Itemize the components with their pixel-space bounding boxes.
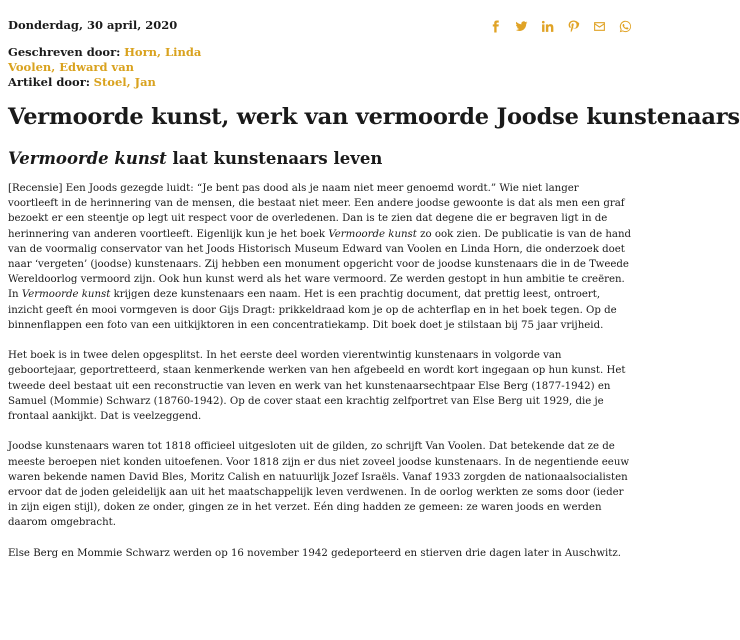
written-by-row — [8, 45, 201, 60]
pinterest-icon[interactable] — [567, 20, 580, 33]
whatsapp-icon[interactable] — [619, 20, 632, 33]
article-by-row — [8, 75, 201, 90]
share-bar — [489, 20, 632, 33]
article-subtitle — [8, 149, 382, 168]
p1-book-title-1: Vermoorde kunst — [328, 228, 417, 240]
paragraph-4: Else Berg en Mommie Schwarz werden op 16 november 1942 gedeporteerd en stierven drie dagen later in Auschwitz. — [8, 547, 621, 559]
written-by-row-2 — [8, 60, 201, 75]
written-by-label: Geschreven door: — [8, 45, 121, 59]
subtitle-rest: laat kunstenaars leven — [166, 149, 383, 168]
p1-text-b: zo ook zien. De publicatie is van de hand van de voormalig conservator van het Joods Historisch Museum Edward van Voolen en Linda Horn, die onderzoek doet naar ‘vergeten’ (joodse) kunstenaars. Zij hebben een monument opgericht voor de joodse kunstenaars die in de Tweede Wereldoorlog vermoord zijn. Ook hun kunst werd als het ware vermoord. Ze werden gestopt in hun ambitie te creëren. In — [8, 228, 632, 301]
article-title: Vermoorde kunst, werk van vermoorde Joodse kunstenaars — [8, 104, 740, 130]
p1-text-a: [Recensie] Een Joods gezegde luidt: “Je bent pas dood als je naam niet meer genoemd wordt.” Wie niet langer voortleeft in de herinnering van de mensen, die bestaat niet meer. Een andere joodse gewoonte is dat als men een graf bezoekt er een steentje op legt uit respect voor de overledenen. Dan is te zien dat degene die er begraven ligt in de herinnering van anderen voortleeft. Eigenlijk kun je het boek — [8, 183, 625, 240]
paragraph-3: Joodse kunstenaars waren tot 1818 officieel uitgesloten uit de gilden, zo schrijft Van Voolen. Dat betekende dat ze de meeste beroepen niet konden uitoefenen. Voor 1818 zijn er dus niet zoveel joodse kunstenaars. In de negentiende eeuw waren bekende namen David Bles, Moritz Calish en natuurlijk Jozef Israëls. Vanaf 1933 zorgden de nationaalsocialisten ervoor dat de joden geleidelijk aan uit het maatschappelijk leven verdwenen. In de oorlog werkten ze soms door (ieder in zijn eigen stijl), doken ze onder, gingen ze in het verzet. Eén ding hadden ze gemeen: ze waren joods en werden daarom omgebracht. — [8, 441, 630, 529]
byline — [8, 45, 201, 90]
paragraph-2: Het boek is in twee delen opgesplitst. In het eerste deel worden vierentwintig kunstenaars in volgorde van geboortejaar, geportretteerd, staan kenmerkende werken van hen afgebeeld en wordt kort ingegaan op hun kunst. Het tweede deel bestaat uit een reconstructie van leven en werk van het kunstenaarsechtpaar Else Berg (1877-1942) en Samuel (Mommie) Schwarz (18760-1942). Op de cover staat een krachtig zelfportret van Else Berg uit 1929, die je frontaal aankijkt. Dat is veelzeggend. — [8, 350, 626, 423]
subtitle-italic: Vermoorde kunst — [8, 149, 167, 168]
p1-book-title-2: Vermoorde kunst — [21, 289, 111, 301]
article-body — [8, 181, 632, 576]
article-by-label: Artikel door: — [8, 75, 91, 89]
paragraph-1 — [8, 181, 632, 333]
facebook-icon[interactable] — [489, 20, 502, 33]
twitter-icon[interactable] — [515, 20, 528, 33]
linkedin-icon[interactable] — [541, 20, 554, 33]
p1-text-c: krijgen deze kunstenaars een naam. Het is een prachtig document, dat prettig leest, ontroert, inzicht geeft én mooi vormgeven is door Gijs Dragt: prikkeldraad kom je op de achterflap en in het boek tegen. Op de binnenflappen een foto van een uitkijktoren in een concentratiekamp. Dit boek doet je stilstaan bij 75 jaar vrijheid. — [8, 289, 617, 331]
author-link-stoel[interactable]: Stoel, Jan — [93, 75, 156, 89]
author-link-voolen[interactable]: Voolen, Edward van — [8, 60, 135, 74]
author-link-horn[interactable]: Horn, Linda — [124, 45, 202, 59]
article-date: Donderdag, 30 april, 2020 — [8, 18, 178, 32]
email-icon[interactable] — [593, 20, 606, 33]
